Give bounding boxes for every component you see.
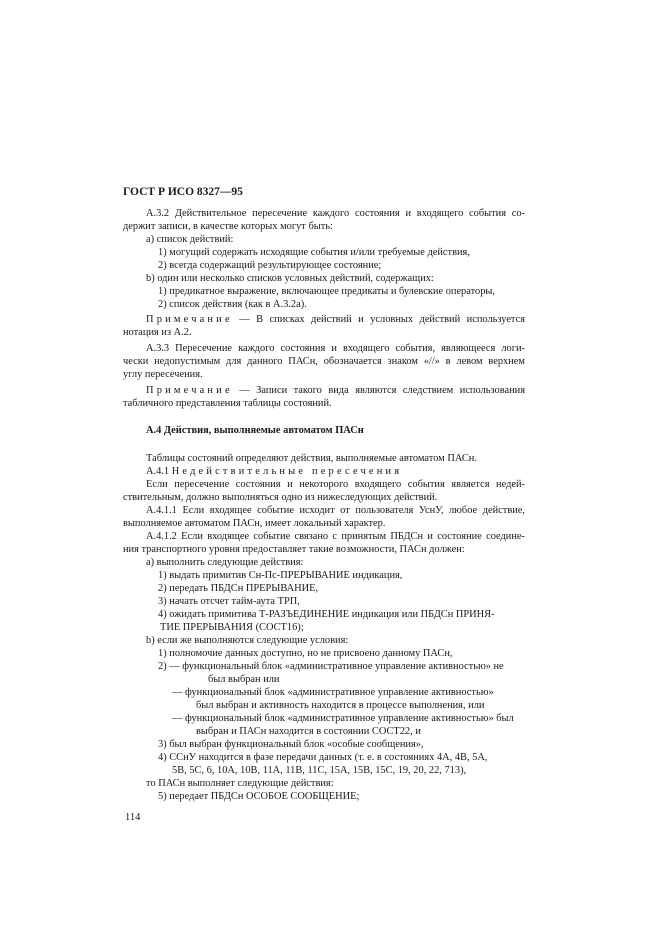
text-line: 4) ожидать примитива Т-РАЗЪЕДИНЕНИЕ индикация или ПБДСн ПРИНЯ- xyxy=(158,609,495,620)
text-line: 2) передать ПБДСн ПРЕРЫВАНИЕ, xyxy=(158,583,319,594)
text-line: выполняемое автоматом ПАСн, имеет локальный характер. xyxy=(123,518,386,529)
note-text: — В списках действий и условных действий используется xyxy=(232,314,525,325)
text-line: 3) начать отсчет тайм-аута ТРП, xyxy=(158,596,300,607)
section-heading: А.4 Действия, выполняемые автоматом ПАСн xyxy=(146,425,364,436)
text-line: А.4.1.1 Если входящее событие исходит от пользователя УснУ, любое действие, xyxy=(146,505,525,516)
text-line: а) выполнить следующие действия: xyxy=(146,557,304,568)
text-line: а) список действий: xyxy=(146,234,234,245)
clause-title: Недействительные пересечения xyxy=(171,466,403,477)
text-line: — функциональный блок «административное управление активностью» xyxy=(172,687,494,698)
text-line xyxy=(146,385,525,397)
text-line: держит записи, в качестве которых могут быть: xyxy=(123,221,333,232)
text-line xyxy=(146,466,402,478)
text-line: чески недопустимым для данного ПАСн, обозначается знаком «//» в левом верхнем xyxy=(123,356,525,367)
text-line: 1) могущий содержать исходящие события и/или требуемые действия, xyxy=(158,247,470,258)
text-line: 5) передает ПБДСн ОСОБОЕ СООБЩЕНИЕ; xyxy=(158,791,360,802)
text-line: то ПАСн выполняет следующие действия: xyxy=(146,778,334,789)
text-line: 2) список действия (как в А.3.2а). xyxy=(158,299,307,310)
text-line: А.3.2 Действительное пересечение каждого состояния и входящего события со- xyxy=(146,208,525,219)
text-line: Если пересечение состояния и некоторого входящего события является недей- xyxy=(146,479,525,490)
text-line: 1) предикатное выражение, включающее предикаты и булевские операторы, xyxy=(158,286,495,297)
note-label: Примечание xyxy=(146,314,233,325)
text-line: b) один или несколько списков условных действий, содержащих: xyxy=(146,273,434,284)
text-line: был выбран и активность находится в процессе выполнения, или xyxy=(196,700,485,711)
text-line: 2) — функциональный блок «административное управление активностью» не xyxy=(158,661,504,672)
document-header: ГОСТ Р ИСО 8327—95 xyxy=(123,186,243,198)
text-line: табличного представления таблицы состояний. xyxy=(123,398,332,409)
text-line: b) если же выполняются следующие условия: xyxy=(146,635,349,646)
text-line xyxy=(146,314,525,326)
text-line: 1) выдать примитив Сн-Пс-ПРЕРЫВАНИЕ индикация, xyxy=(158,570,403,581)
text-line: 2) всегда содержащий результирующее состояние; xyxy=(158,260,382,271)
text-line: — функциональный блок «административное управление активностью» был xyxy=(172,713,514,724)
text-line: нотация из А.2. xyxy=(123,327,192,338)
text-line: ствительным, должно выполняться одно из нижеследующих действий. xyxy=(123,492,438,503)
text-line: 5В, 5С, 6, 10А, 10В, 11А, 11В, 11С, 15А, 15В, 15С, 19, 20, 22, 713), xyxy=(172,765,467,776)
text-line: углу пересечения. xyxy=(123,369,203,380)
text-line: ния транспортного уровня предоставляет такие возможности, ПАСн должен: xyxy=(123,544,465,555)
text-line: А.4.1.2 Если входящее событие связано с принятым ПБДСн и состояние соедине- xyxy=(146,531,525,542)
clause-number: А.4.1 xyxy=(146,466,172,477)
text-line: был выбран или xyxy=(208,674,280,685)
text-line: 3) был выбран функциональный блок «особые сообщения», xyxy=(158,739,424,750)
page-number: 114 xyxy=(125,812,141,823)
text-line: А.3.3 Пересечение каждого состояния и входящего события, являющееся логи- xyxy=(146,343,525,354)
note-text: — Записи такого вида являются следствием использования xyxy=(232,385,525,396)
text-line: ТИЕ ПРЕРЫВАНИЯ (СОСТ16); xyxy=(160,622,304,633)
text-line: выбран и ПАСн находится в состоянии СОСТ22, и xyxy=(196,726,421,737)
text-line: 1) полномочие данных доступно, но не присвоено данному ПАСн, xyxy=(158,648,453,659)
text-line: Таблицы состояний определяют действия, выполняемые автоматом ПАСн. xyxy=(146,453,477,464)
text-line: 4) ССнУ находится в фазе передачи данных (т. е. в состояниях 4А, 4В, 5А, xyxy=(158,752,488,763)
note-label: Примечание xyxy=(146,385,233,396)
